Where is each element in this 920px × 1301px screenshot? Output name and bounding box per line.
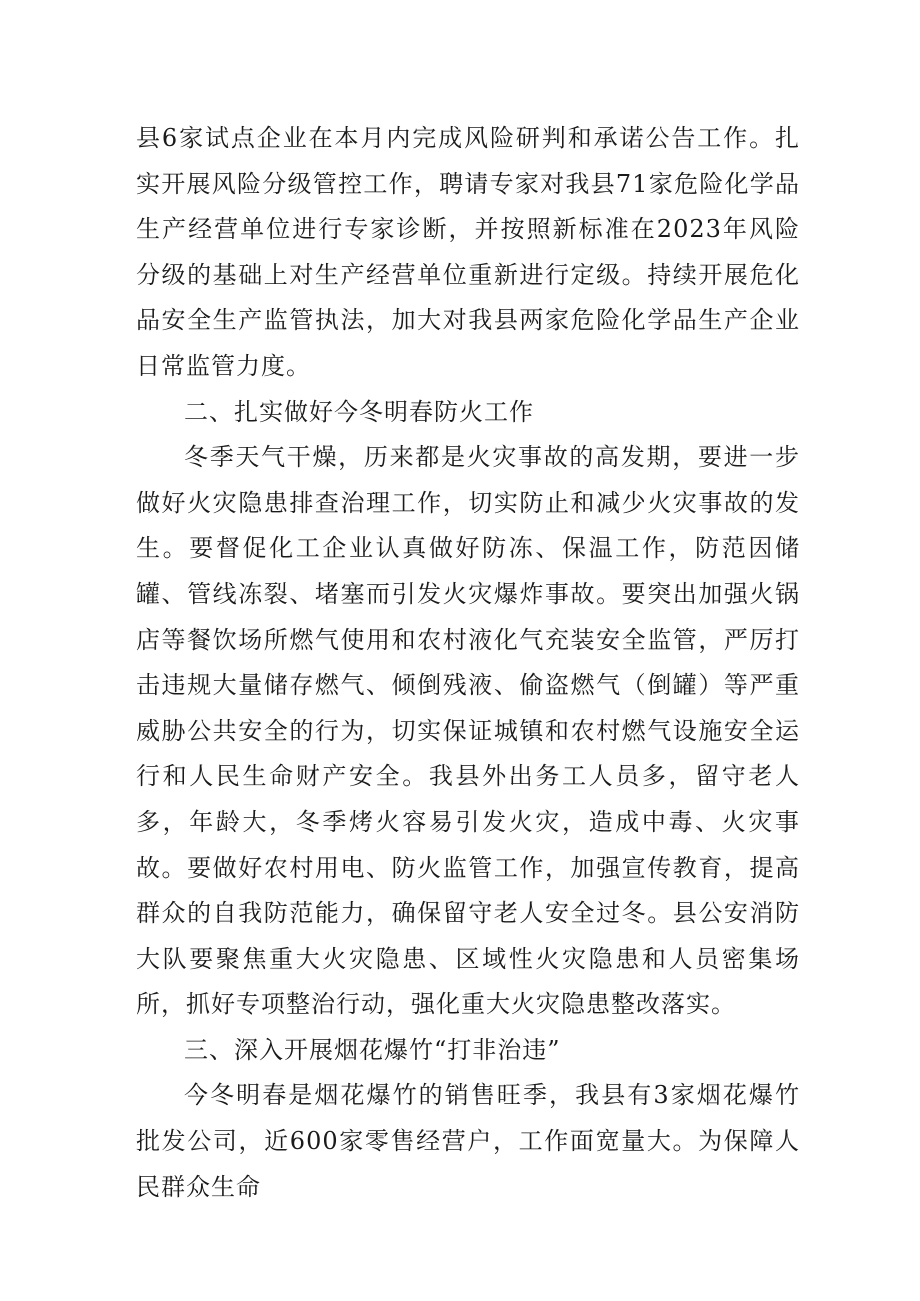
paragraph-hazardous-chemicals: 县6家试点企业在本月内完成风险研判和承诺公告工作。扎实开展风险分级管控工作，聘请专家对我县71家危险化学品生产经营单位进行专家诊断，并按照新标准在2023年风险分级的基础上对生产经营单位重新进行定级。持续开展危化品安全生产监管执法，加大对我县两家危险化学品生产企业日常监管力度。: [136, 124, 800, 380]
paragraph-fire-prevention: 冬季天气干燥，历来都是火灾事故的高发期，要进一步做好火灾隐患排查治理工作，切实防止和减少火灾事故的发生。要督促化工企业认真做好防冻、保温工作，防范因储罐、管线冻裂、堵塞而引发火灾爆炸事故。要突出加强火锅店等餐饮场所燃气使用和农村液化气充装安全监管，严厉打击违规大量储存燃气、倾倒残液、偷盗燃气（倒罐）等严重威胁公共安全的行为，切实保证城镇和农村燃气设施安全运行和人民生命财产安全。我县外出务工人员多，留守老人多，年龄大，冬季烤火容易引发火灾，造成中毒、火灾事故。要做好农村用电、防火监管工作，加强宣传教育，提高群众的自我防范能力，确保留守老人安全过冬。县公安消防大队要聚焦重大火灾隐患、区域性火灾隐患和人员密集场所，抓好专项整治行动，强化重大火灾隐患整改落实。: [136, 443, 800, 1019]
section-heading-fire-prevention: 二、扎实做好今冬明春防火工作: [184, 397, 534, 426]
paragraph-fireworks: 今冬明春是烟花爆竹的销售旺季，我县有3家烟花爆竹批发公司，近600家零售经营户，工作面宽量大。为保障人民群众生命: [136, 1081, 800, 1201]
document-body: [136, 116, 800, 1210]
section-heading-fireworks: 三、深入开展烟花爆竹“打非治违”: [184, 1035, 561, 1064]
